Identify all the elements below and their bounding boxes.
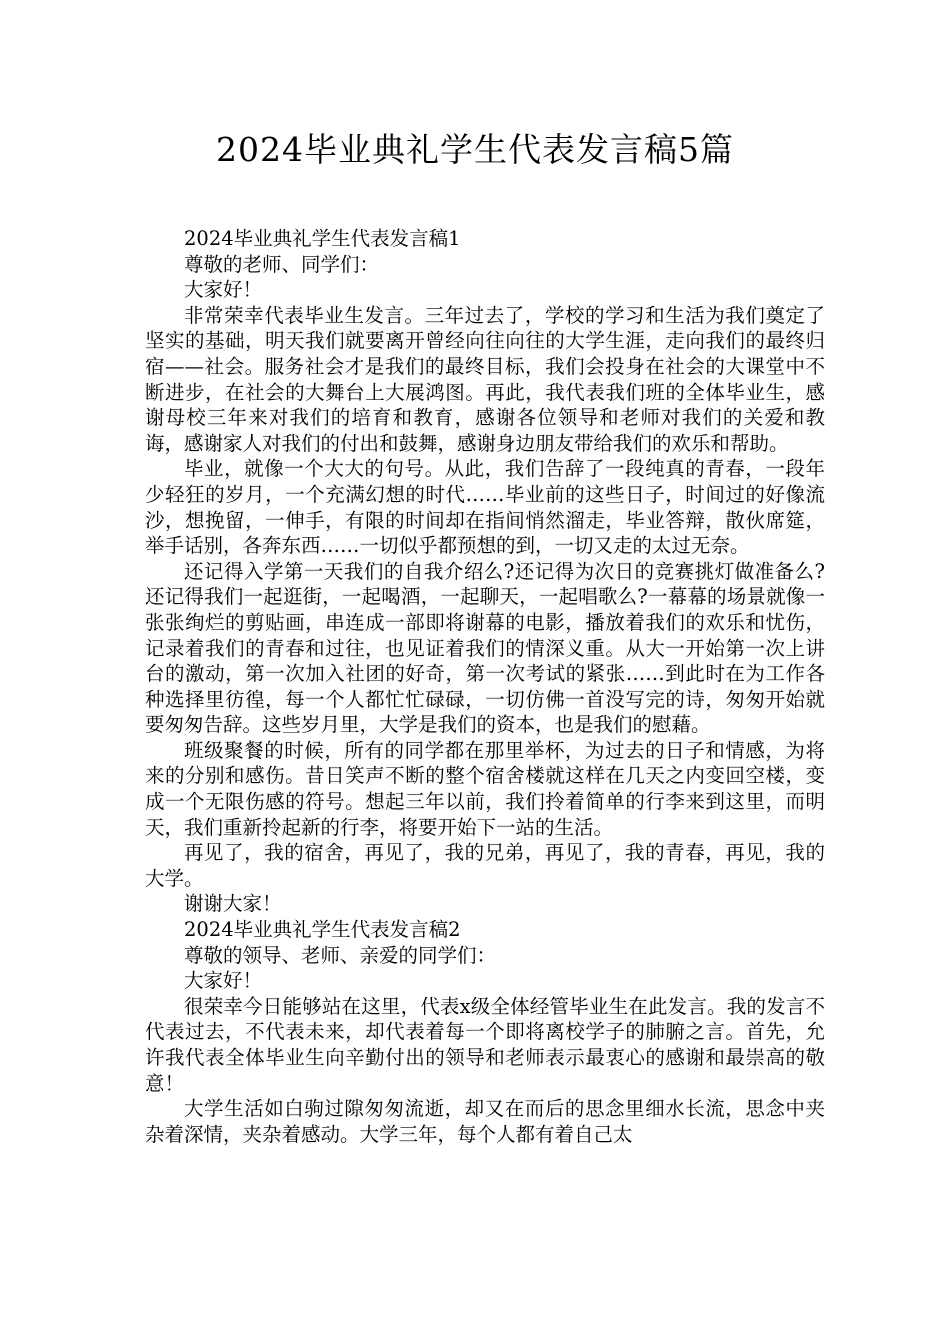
body-paragraph: 毕业，就像一个大大的句号。从此，我们告辞了一段纯真的青春，一段年少轻狂的岁月，一个充满幻想的时代……毕业前的这些日子，时间过的好像流沙，想挽留，一伸手，有限的时间却在指间悄然溜走，毕业答辩，散伙席筵，举手话别，各奔东西……一切似乎都预想的到，一切又走的太过无奈。: [145, 457, 825, 558]
salutation: 尊敬的领导、老师、亲爱的同学们：: [184, 943, 497, 967]
body-paragraph: 非常荣幸代表毕业生发言。三年过去了，学校的学习和生活为我们奠定了坚实的基础，明天我们就要离开曾经向往向往的大学生涯，走向我们的最终归宿——社会。服务社会才是我们的最终目标，我们会投身在社会的大课堂中不断进步，在社会的大舞台上大展鸿图。再此，我代表我们班的全体毕业生，感谢母校三年来对我们的培育和教育，感谢各位领导和老师对我们的关爱和教诲，感谢家人对我们的付出和鼓舞，感谢身边朋友带给我们的欢乐和帮助。: [145, 303, 825, 455]
greeting: 大家好！: [184, 278, 263, 302]
greeting: 大家好！: [184, 969, 263, 993]
document-title: 2024毕业典礼学生代表发言稿5篇: [216, 130, 734, 169]
document-body: [145, 226, 825, 1147]
body-paragraph: 很荣幸今日能够站在这里，代表x级全体经管毕业生在此发言。我的发言不代表过去，不代表未来，却代表着每一个即将离校学子的肺腑之言。首先，允许我代表全体毕业生向辛勤付出的领导和老师表示最衷心的感谢和最崇高的敬意！: [145, 994, 825, 1095]
closing: 谢谢大家！: [184, 892, 282, 916]
body-paragraph: 再见了，我的宿舍，再见了，我的兄弟，再见了，我的青春，再见，我的大学。: [145, 841, 825, 890]
salutation: 尊敬的老师、同学们：: [184, 252, 380, 276]
body-paragraph: 还记得入学第一天我们的自我介绍么?还记得为次日的竞赛挑灯做准备么?还记得我们一起逛街，一起喝酒，一起聊天，一起唱歌么?一幕幕的场景就像一张张绚烂的剪贴画，串连成一部即将谢幕的电影，播放着我们的欢乐和忧伤，记录着我们的青春和过往，也见证着我们的情深义重。从大一开始第一次上讲台的激动，第一次加入社团的好奇，第一次考试的紧张……到此时在为工作各种选择里彷徨，每一个人都忙忙碌碌，一切仿佛一首没写完的诗，匆匆开始就要匆匆告辞。这些岁月里，大学是我们的资本，也是我们的慰藉。: [145, 559, 825, 737]
body-paragraph: 大学生活如白驹过隙匆匆流逝，却又在而后的思念里细水长流，思念中夹杂着深情，夹杂着感动。大学三年，每个人都有着自己太: [145, 1097, 825, 1146]
section-heading-2: 2024毕业典礼学生代表发言稿2: [184, 918, 461, 942]
section-heading-1: 2024毕业典礼学生代表发言稿1: [184, 227, 461, 250]
body-paragraph: 班级聚餐的时候，所有的同学都在那里举杯，为过去的日子和情感，为将来的分别和感伤。昔日笑声不断的整个宿舍楼就这样在几天之内变回空楼，变成一个无限伤感的符号。想起三年以前，我们拎着简单的行李来到这里，而明天，我们重新拎起新的行李，将要开始下一站的生活。: [145, 738, 825, 839]
